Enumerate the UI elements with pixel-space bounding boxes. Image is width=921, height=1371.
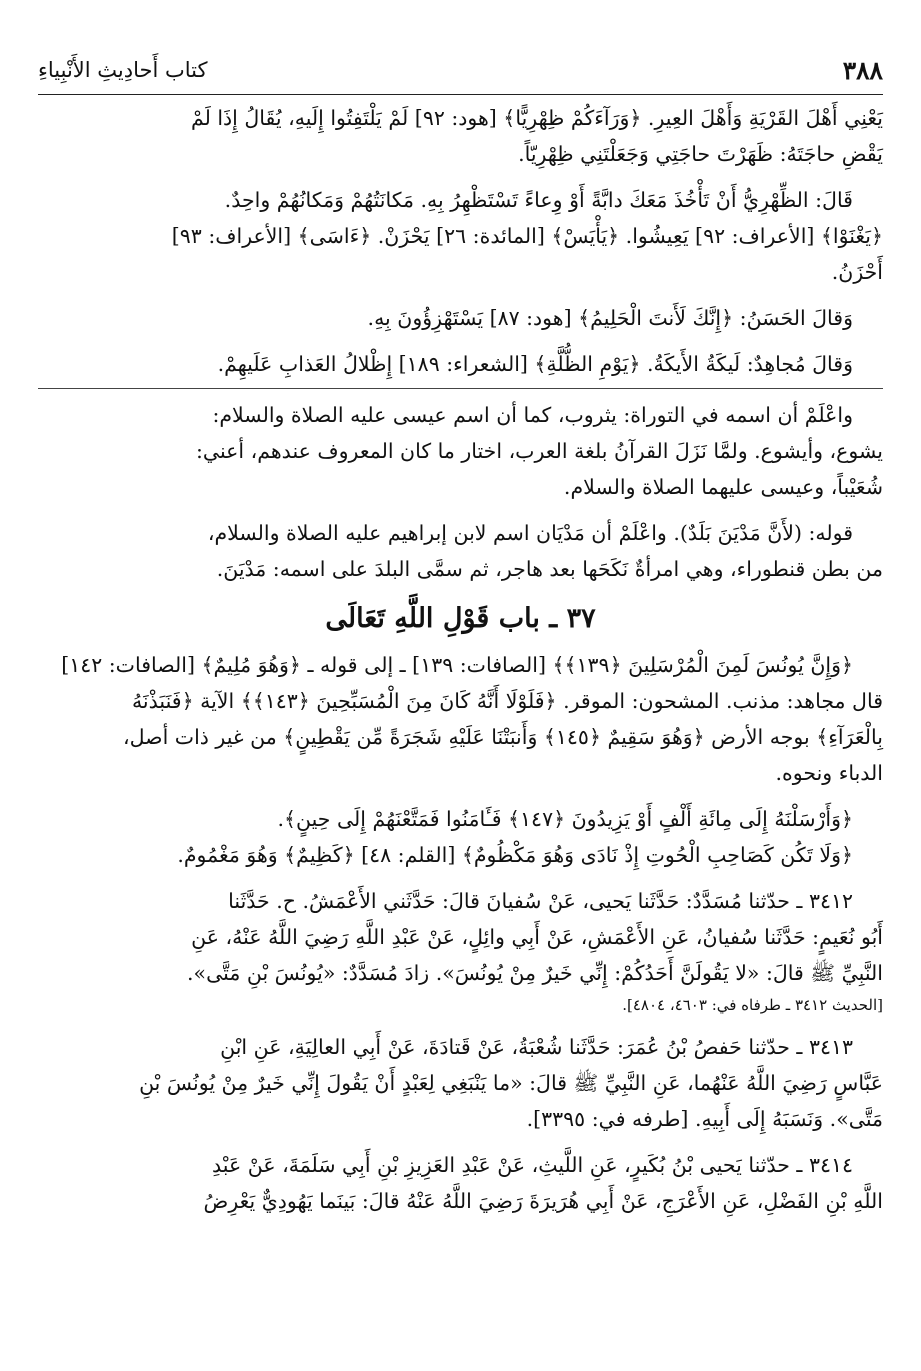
page-number: ٣٨٨ — [842, 55, 883, 85]
chapter-line: بِالْعَرَآءِ﴾ بوجه الأرض ﴿وَهُوَ سَقِيمٌ ﴿١٤٥﴾ وَأَنبَتْنَا عَلَيْهِ شَجَرَةً مِّن يَقْطِينٍ﴾ من غير ذات أصل، — [123, 725, 883, 749]
hadith-3413-line: عَبَّاسٍ رَضِيَ اللَّهُ عَنْهُما، عَنِ النَّبِيِّ ﷺ قالَ: «ما يَنْبَغِي لِعَبْدٍ أَنْ يَقُولَ إِنِّي خَيرٌ مِنْ يُونُسَ بْنِ — [139, 1071, 883, 1095]
commentary-line: قوله: (لأَنَّ مَدْيَنَ بَلَدٌ). واعْلَمْ أن مَدْيَان اسم لابن إبراهيم عليه الصلاة والسلام، — [207, 521, 853, 545]
commentary-line: واعْلَمْ أن اسمه في التوراة: يثروب، كما أن اسم عيسى عليه الصلاة والسلام: — [212, 403, 853, 427]
text-line: أَحْزَنُ. — [831, 260, 883, 284]
header-rule — [38, 94, 883, 95]
commentary-line: من بطن قنطوراء، وهي امرأةٌ نَكَحَها بعد هاجر، ثم سمَّى البلدَ على اسمه: مَدْيَنَ. — [216, 557, 883, 581]
hadith-3414-line: اللَّهِ بْنِ الفَضْلِ، عَنِ الأَعْرَجِ، عَنْ أَبِي هُرَيرَةَ رَضِيَ اللَّهُ عَنْهُ قالَ: بَينَما يَهُودِيٌّ يَعْرِضُ — [203, 1189, 883, 1213]
chapter-line: الدباء ونحوه. — [775, 761, 883, 785]
page-header — [38, 52, 883, 88]
hadith-3412-line: النَّبِيِّ ﷺ قالَ: «لا يَقُولَنَّ أَحَدُكُمْ: إِنِّي خَيرٌ مِنْ يُونُسَ». زادَ مُسَدَّدٌ: «يُونُسَ بْنِ مَتَّى». — [187, 961, 883, 985]
hadith-3414-line: ٣٤١٤ ـ حدّثنا يَحيى بْنُ بُكَيرٍ، عَنِ اللَّيثِ، عَنْ عَبْدِ العَزِيزِ بْنِ أَبِي سَلَمَةَ، عَنْ عَبْدِ — [212, 1153, 853, 1177]
hadith-3412-reference: [الحديث ٣٤١٢ ـ طرفاه في: ٤٦٠٣، ٤٨٠٤]. — [622, 996, 883, 1014]
text-line: يَقْضِ حاجَتَهُ: ظَهَرْتَ حاجَتِي وَجَعَلْتَنِي ظِهْرِيّاً. — [518, 142, 883, 166]
hadith-3413-line: مَتَّى». وَنَسَبَهُ إِلَى أَبِيهِ. [طرفه في: ٣٣٩٥]. — [526, 1107, 883, 1131]
commentary-line: شُعَيْباً، وعيسى عليهما الصلاة والسلام. — [563, 475, 883, 499]
text-line: يَعْنِي أَهْلَ القَرْيَةِ وَأَهْلَ العِيرِ. ﴿وَرَآءَكُمْ ظِهْرِيًّا﴾ [هود: ٩٢] لَمْ يَلْتَفِتُوا إِلَيهِ، يُقَالُ إِذَا لَمْ — [190, 106, 883, 130]
hadith-3412-line: أَبُو نُعَيمٍ: حَدَّثَنا سُفيانُ، عَنِ الأَعْمَشِ، عَنْ أَبِي وائِلٍ، عَنْ عَبْدِ اللَّهِ رَضِيَ اللَّهُ عَنْهُ، عَنِ — [191, 925, 883, 949]
hadith-3412-line: ٣٤١٢ ـ حدّثنا مُسَدَّدٌ: حَدَّثَنا يَحيى، عَنْ سُفيانَ قالَ: حَدَّثَني الأَعْمَشُ. ح. حَدَّثَنا — [228, 889, 853, 913]
chapter-line: ﴿وَأَرْسَلْنَهُ إِلَى مِائَةِ أَلْفٍ أَوْ يَزِيدُونَ ﴿١٤٧﴾ فَـَٔامَنُوا فَمَتَّعْنَهُمْ إِلَى حِينٍ﴾. — [277, 807, 853, 831]
text-line: وَقالَ مُجاهِدٌ: لَيكَةُ الأَيكَةُ. ﴿يَوْمِ الظُّلَّةِ﴾ [الشعراء: ١٨٩] إِظْلالُ العَذابِ عَلَيهِمْ. — [217, 352, 853, 376]
text-line: ﴿يَغْنَوْا﴾ [الأعراف: ٩٢] يَعِيشُوا. ﴿يَأْيَسْ﴾ [المائدة: ٢٦] يَحْزَنْ. ﴿ءَاسَى﴾ [الأعراف: ٩٣] — [171, 224, 883, 248]
chapter-line: قال مجاهد: مذنب. المشحون: الموقر. ﴿فَلَوْلَا أَنَّهُ كَانَ مِنَ الْمُسَبِّحِينَ ﴿١٤٣﴾﴾ الآية ﴿فَنَبَذْنَهُ — [131, 689, 883, 713]
chapter-line: ﴿وَلَا تَكُن كَصَاحِبِ الْحُوتِ إِذْ نَادَى وَهُوَ مَكْظُومٌ﴾ [القلم: ٤٨] ﴿كَظِيمٌ﴾ وَهُوَ مَغْمُومٌ. — [177, 843, 853, 867]
commentary-line: يشوع، وأيشوع. ولمَّا نَزَلَ القرآنُ بلغة العرب، اختار ما كان المعروف عندهم، أعني: — [195, 439, 883, 463]
text-line: وَقالَ الحَسَنُ: ﴿إِنَّكَ لَأَنتَ الْحَلِيمُ﴾ [هود: ٨٧] يَسْتَهْزِؤُونَ بِهِ. — [367, 306, 853, 330]
hadith-3413-line: ٣٤١٣ ـ حدّثنا حَفصُ بْنُ عُمَرَ: حَدَّثَنا شُعْبَةُ، عَنْ قَتادَةَ، عَنْ أَبِي العالِيَةِ، عَنِ ابْنِ — [220, 1035, 853, 1059]
commentary-separator — [38, 388, 883, 389]
chapter-heading: ٣٧ ـ باب قَوْلِ اللَّهِ تَعَالَى — [325, 603, 596, 634]
text-line: قَالَ: الظِّهْرِيُّ أَنْ تَأْخُذَ مَعَكَ دابَّةً أَوْ وِعاءً تَسْتَظْهِرُ بِهِ. مَكانَتُهُمْ وَمَكانُهُمْ واحِدٌ. — [224, 188, 853, 212]
chapter-line: ﴿وَإِنَّ يُونُسَ لَمِنَ الْمُرْسَلِينَ ﴿١٣٩﴾﴾ [الصافات: ١٣٩] ـ إلى قوله ـ ﴿وَهُوَ مُلِيمٌ﴾ [الصافات: ١٤٢] — [61, 653, 853, 677]
book-title: كتاب أَحادِيثِ الأَنْبِياءِ — [38, 58, 208, 82]
page-body — [38, 100, 883, 1219]
